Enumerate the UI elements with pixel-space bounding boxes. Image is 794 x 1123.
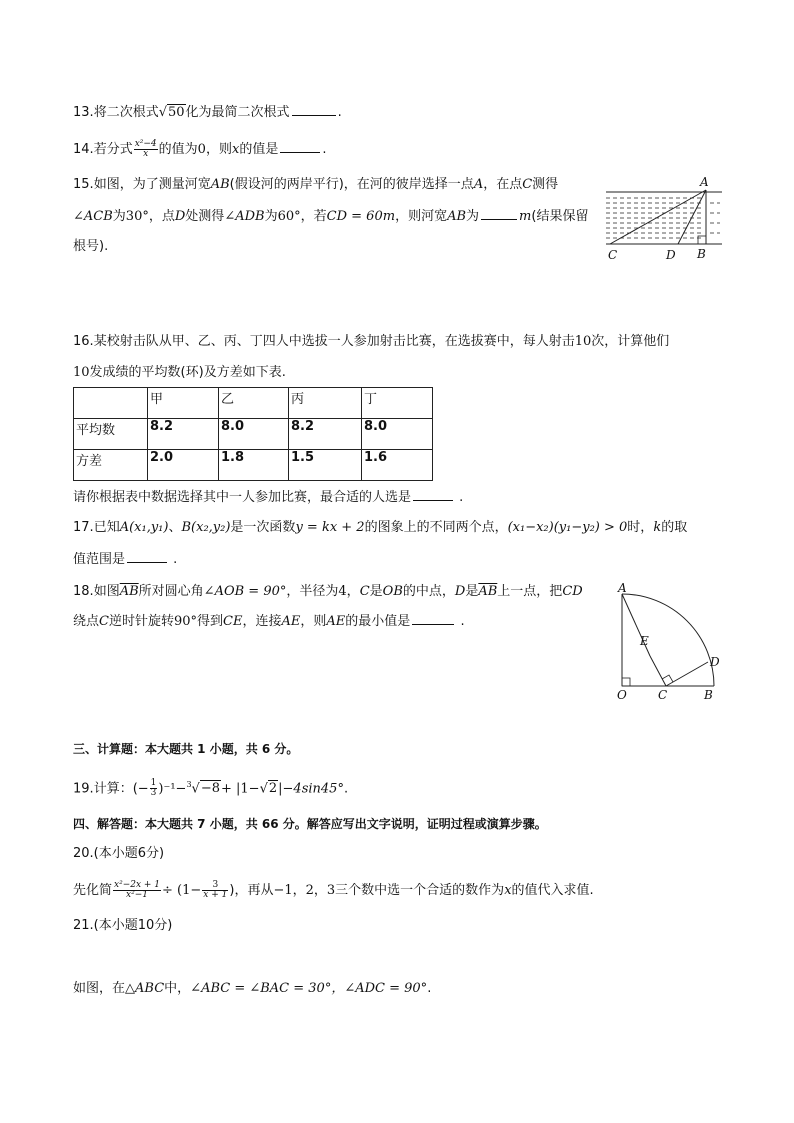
table-header-cell: 乙 xyxy=(219,388,289,419)
table-cell: 8.0 xyxy=(219,419,289,450)
q18-math: AE xyxy=(281,614,301,629)
segment-CE xyxy=(650,656,666,686)
question-number: 18. xyxy=(73,584,94,599)
q17-text: 的图象上的不同两个点， xyxy=(364,520,508,535)
river-water-hatching xyxy=(606,198,720,238)
fraction xyxy=(150,779,158,798)
question-16-line-3 xyxy=(73,488,463,507)
answer-blank[interactable] xyxy=(292,103,336,116)
q20-text: 的值代入求值. xyxy=(511,883,594,898)
q19-text: 计算：(− xyxy=(93,781,149,797)
question-16-line-1 xyxy=(73,333,669,351)
q17-text: 是一次函数 xyxy=(230,520,296,535)
table-cell: 平均数 xyxy=(74,419,148,450)
q16-text: 某校射击队从甲、乙、丙、丁四人中选拔一人参加射击比赛，在选拔赛中，每人射击 xyxy=(93,334,575,349)
question-number: 14. xyxy=(73,142,94,157)
section-3-title: 三、计算题：本大题共 1 小题，共 6 分。 xyxy=(73,742,299,756)
q18-text: 上一点，把 xyxy=(497,584,563,599)
q18-math: ∠AOB = 90° xyxy=(203,584,287,599)
q18-math: $\overline{AB}$ xyxy=(119,584,139,599)
q15-math: 30° xyxy=(125,209,149,224)
answer-blank[interactable] xyxy=(127,550,167,563)
question-14 xyxy=(73,140,326,159)
q16-end: . xyxy=(459,490,464,505)
question-number: 16. xyxy=(73,334,94,349)
q17-text: 值范围是 xyxy=(73,552,126,567)
q17-text: 、 xyxy=(168,520,182,535)
q18-text: 逆时针旋转 xyxy=(108,614,174,629)
label-C: C xyxy=(608,248,618,262)
table-cell: 1.8 xyxy=(219,450,289,481)
q17-text: 的取 xyxy=(661,520,688,535)
cube-root-index: 3 xyxy=(186,780,192,789)
q18-math: 4 xyxy=(338,584,347,599)
q18-math: $\overline{AB}$ xyxy=(478,584,498,599)
table-cell: 1.6 xyxy=(362,450,433,481)
cube-root: √−8 xyxy=(191,781,220,797)
question-20 xyxy=(73,881,594,900)
q13-text: 将二次根式 xyxy=(93,105,159,120)
label-B: B xyxy=(704,688,713,702)
question-21-header: 21.(本小题10分) xyxy=(73,918,173,933)
q14-text-b: 的值为 xyxy=(158,142,198,157)
q15-text: ，在点 xyxy=(483,177,523,192)
question-15-line-2 xyxy=(73,207,588,226)
q15-text: ，若 xyxy=(300,209,327,224)
square-root: √2 xyxy=(259,781,278,797)
radicand: −8 xyxy=(200,781,220,797)
table-row xyxy=(74,450,433,481)
q15-text: 根号). xyxy=(73,239,109,254)
arc-AB xyxy=(622,594,714,686)
q17-text: 已知 xyxy=(93,520,120,535)
q21-text: 如图，在 xyxy=(73,981,126,996)
q14-text-c: ，则 xyxy=(205,142,232,157)
fraction-numerator: 3 xyxy=(202,881,228,891)
q18-text: 的中点， xyxy=(402,584,455,599)
q16-text: 请你根据表中数据选择其中一人参加比赛，最合适的人选是 xyxy=(73,490,412,505)
fraction-numerator: 1 xyxy=(150,778,157,789)
question-18-line-1 xyxy=(73,583,583,601)
q16-text: 次，计算他们 xyxy=(591,334,670,349)
label-A: A xyxy=(618,582,627,595)
q17-math: k xyxy=(653,520,662,535)
q17-math: B(x₂,y₂) xyxy=(181,520,231,535)
table-cell: 2.0 xyxy=(148,450,219,481)
fraction-numerator: x²−4 xyxy=(134,139,157,149)
q15-math: m xyxy=(519,209,532,224)
radicand: 50 xyxy=(168,105,185,120)
q16-text: 发成绩的平均数(环)及方差如下表. xyxy=(89,365,286,380)
segment-CD xyxy=(666,662,708,686)
label-O: O xyxy=(617,688,627,702)
q18-text: ，则 xyxy=(300,614,327,629)
q20-math: x xyxy=(504,883,512,898)
question-number: 17. xyxy=(73,520,94,535)
table-cell: 8.2 xyxy=(289,419,362,450)
q15-text: ，点 xyxy=(148,209,175,224)
question-19 xyxy=(73,776,348,798)
label-D: D xyxy=(710,655,720,669)
q18-text: ，半径为 xyxy=(286,584,339,599)
score-table xyxy=(73,387,433,481)
q21-text: 中， xyxy=(164,981,191,996)
q13-text-b: 化为最简二次根式 xyxy=(185,105,290,120)
q14-text-d: 的值是 xyxy=(239,142,279,157)
q18-text: 所对圆心角 xyxy=(138,584,204,599)
q17-math: A(x₁,y₁) xyxy=(119,520,169,535)
fraction-denominator: x xyxy=(143,149,149,159)
label-B: B xyxy=(697,247,706,261)
q18-math: OB xyxy=(382,584,403,599)
q15-math: CD = 60m xyxy=(326,209,396,224)
label-D: D xyxy=(666,248,676,262)
q17-math: (x₁−x₂)(y₁−y₂) > 0 xyxy=(507,520,628,535)
q15-text: 处测得 xyxy=(185,209,225,224)
question-18-line-2 xyxy=(73,612,465,631)
question-15-line-3 xyxy=(73,238,108,256)
q14-var: x xyxy=(231,142,240,157)
q19-math: + |1− xyxy=(221,781,260,797)
q15-math: ∠ACB xyxy=(73,209,113,224)
q18-text: 的最小值是 xyxy=(345,614,411,629)
q15-text: ，则河宽 xyxy=(395,209,448,224)
right-angle-mark xyxy=(698,236,706,244)
q15-text: (结果保留 xyxy=(531,209,589,224)
q17-math: y = kx + 2 xyxy=(295,520,365,535)
q14-text-a: 若分式 xyxy=(93,142,133,157)
q15-math: C xyxy=(522,177,533,192)
fraction xyxy=(113,881,161,900)
question-16-line-2 xyxy=(73,364,286,382)
fraction xyxy=(134,140,158,159)
q15-math: A xyxy=(473,177,484,192)
question-number: 15. xyxy=(73,177,94,192)
q15-text: (假设河的两岸平行)，在河的彼岸选择一点 xyxy=(229,177,474,192)
fraction-denominator: 3 xyxy=(150,788,157,799)
section-4-title: 四、解答题：本大题共 7 小题，共 66 分。解答应写出文字说明，证明过程或演算步骤。 xyxy=(73,817,547,831)
table-cell: 1.5 xyxy=(289,450,362,481)
table-cell: 8.2 xyxy=(148,419,219,450)
right-angle-mark-O xyxy=(622,678,630,686)
label-C: C xyxy=(658,688,668,702)
label-E: E xyxy=(640,634,649,648)
q14-end: . xyxy=(322,142,327,157)
table-cell: 8.0 xyxy=(362,419,433,450)
question-number: 13. xyxy=(73,105,94,120)
question-21 xyxy=(73,980,431,998)
table-header-row xyxy=(74,388,433,419)
q16-math: 10 xyxy=(574,334,592,349)
fraction-denominator: x²−1 xyxy=(126,890,148,900)
q18-text: 是 xyxy=(369,584,383,599)
q18-math: C xyxy=(359,584,370,599)
q15-math: ∠ADB xyxy=(224,209,265,224)
answer-blank[interactable] xyxy=(413,488,453,501)
quarter-circle-diagram xyxy=(608,582,728,702)
table-cell: 方差 xyxy=(74,450,148,481)
q15-text: 测得 xyxy=(532,177,559,192)
q18-text: 是 xyxy=(465,584,479,599)
fraction-denominator: x + 1 xyxy=(203,890,228,900)
q18-math: C xyxy=(99,614,109,629)
q15-text: 为 xyxy=(264,209,278,224)
question-17-line-1 xyxy=(73,519,687,537)
q18-math: CD xyxy=(562,584,583,599)
q18-text: 得到 xyxy=(197,614,224,629)
q15-math: AB xyxy=(210,177,230,192)
q15-math: D xyxy=(174,209,186,224)
question-13 xyxy=(73,103,342,122)
q13-end: . xyxy=(337,105,342,120)
q15-math: 60° xyxy=(277,209,301,224)
q15-math: AB xyxy=(447,209,467,224)
q18-math: 90° xyxy=(173,614,198,629)
q18-text: 如图 xyxy=(93,584,120,599)
question-number: 19. xyxy=(73,781,94,797)
q18-text: ，连接 xyxy=(242,614,282,629)
q21-math: △ABC xyxy=(125,981,165,996)
fraction xyxy=(202,881,228,900)
river-diagram xyxy=(600,172,730,262)
radicand: 2 xyxy=(268,781,278,797)
table-header-cell: 甲 xyxy=(148,388,219,419)
q18-text: ， xyxy=(346,584,360,599)
table-row xyxy=(74,419,433,450)
q20-text: 先化简 xyxy=(73,883,113,898)
q19-math: )⁻¹− xyxy=(158,781,187,797)
q15-text: 如图，为了测量河宽 xyxy=(93,177,211,192)
q18-end: . xyxy=(460,614,465,629)
q20-text: )，再从 xyxy=(229,883,274,898)
answer-blank[interactable] xyxy=(412,612,454,625)
q18-math: D xyxy=(454,584,466,599)
q18-math: CE xyxy=(223,614,243,629)
q18-text: 绕点 xyxy=(73,614,100,629)
answer-blank[interactable] xyxy=(481,207,517,220)
q15-text: 为 xyxy=(112,209,126,224)
answer-blank[interactable] xyxy=(280,140,320,153)
question-15-line-1 xyxy=(73,176,558,194)
table-header-cell: 丁 xyxy=(362,388,433,419)
q21-end: . xyxy=(427,981,432,996)
q20-math: ÷ (1− xyxy=(162,883,202,898)
q18-math: AE xyxy=(326,614,346,629)
fraction-numerator: x²−2x + 1 xyxy=(114,880,161,890)
q14-zero: 0 xyxy=(197,142,206,157)
q17-end: . xyxy=(173,552,178,567)
question-20-header: 20.(本小题6分) xyxy=(73,846,165,861)
q17-text: 时， xyxy=(627,520,654,535)
table-header-cell: 丙 xyxy=(289,388,362,419)
q20-math: −1，2，3 xyxy=(273,883,336,898)
q15-text: 为 xyxy=(466,209,480,224)
table-header-cell xyxy=(74,388,148,419)
question-17-line-2 xyxy=(73,550,177,569)
q19-math: |−4sin45° xyxy=(278,781,344,797)
sqrt-expression: √50 xyxy=(158,105,185,120)
q19-end: . xyxy=(343,781,349,797)
label-A: A xyxy=(700,175,709,189)
q16-math: 10 xyxy=(73,365,90,380)
q21-math: ∠ABC = ∠BAC = 30°，∠ADC = 90° xyxy=(190,981,428,996)
q20-text: 三个数中选一个合适的数作为 xyxy=(335,883,505,898)
